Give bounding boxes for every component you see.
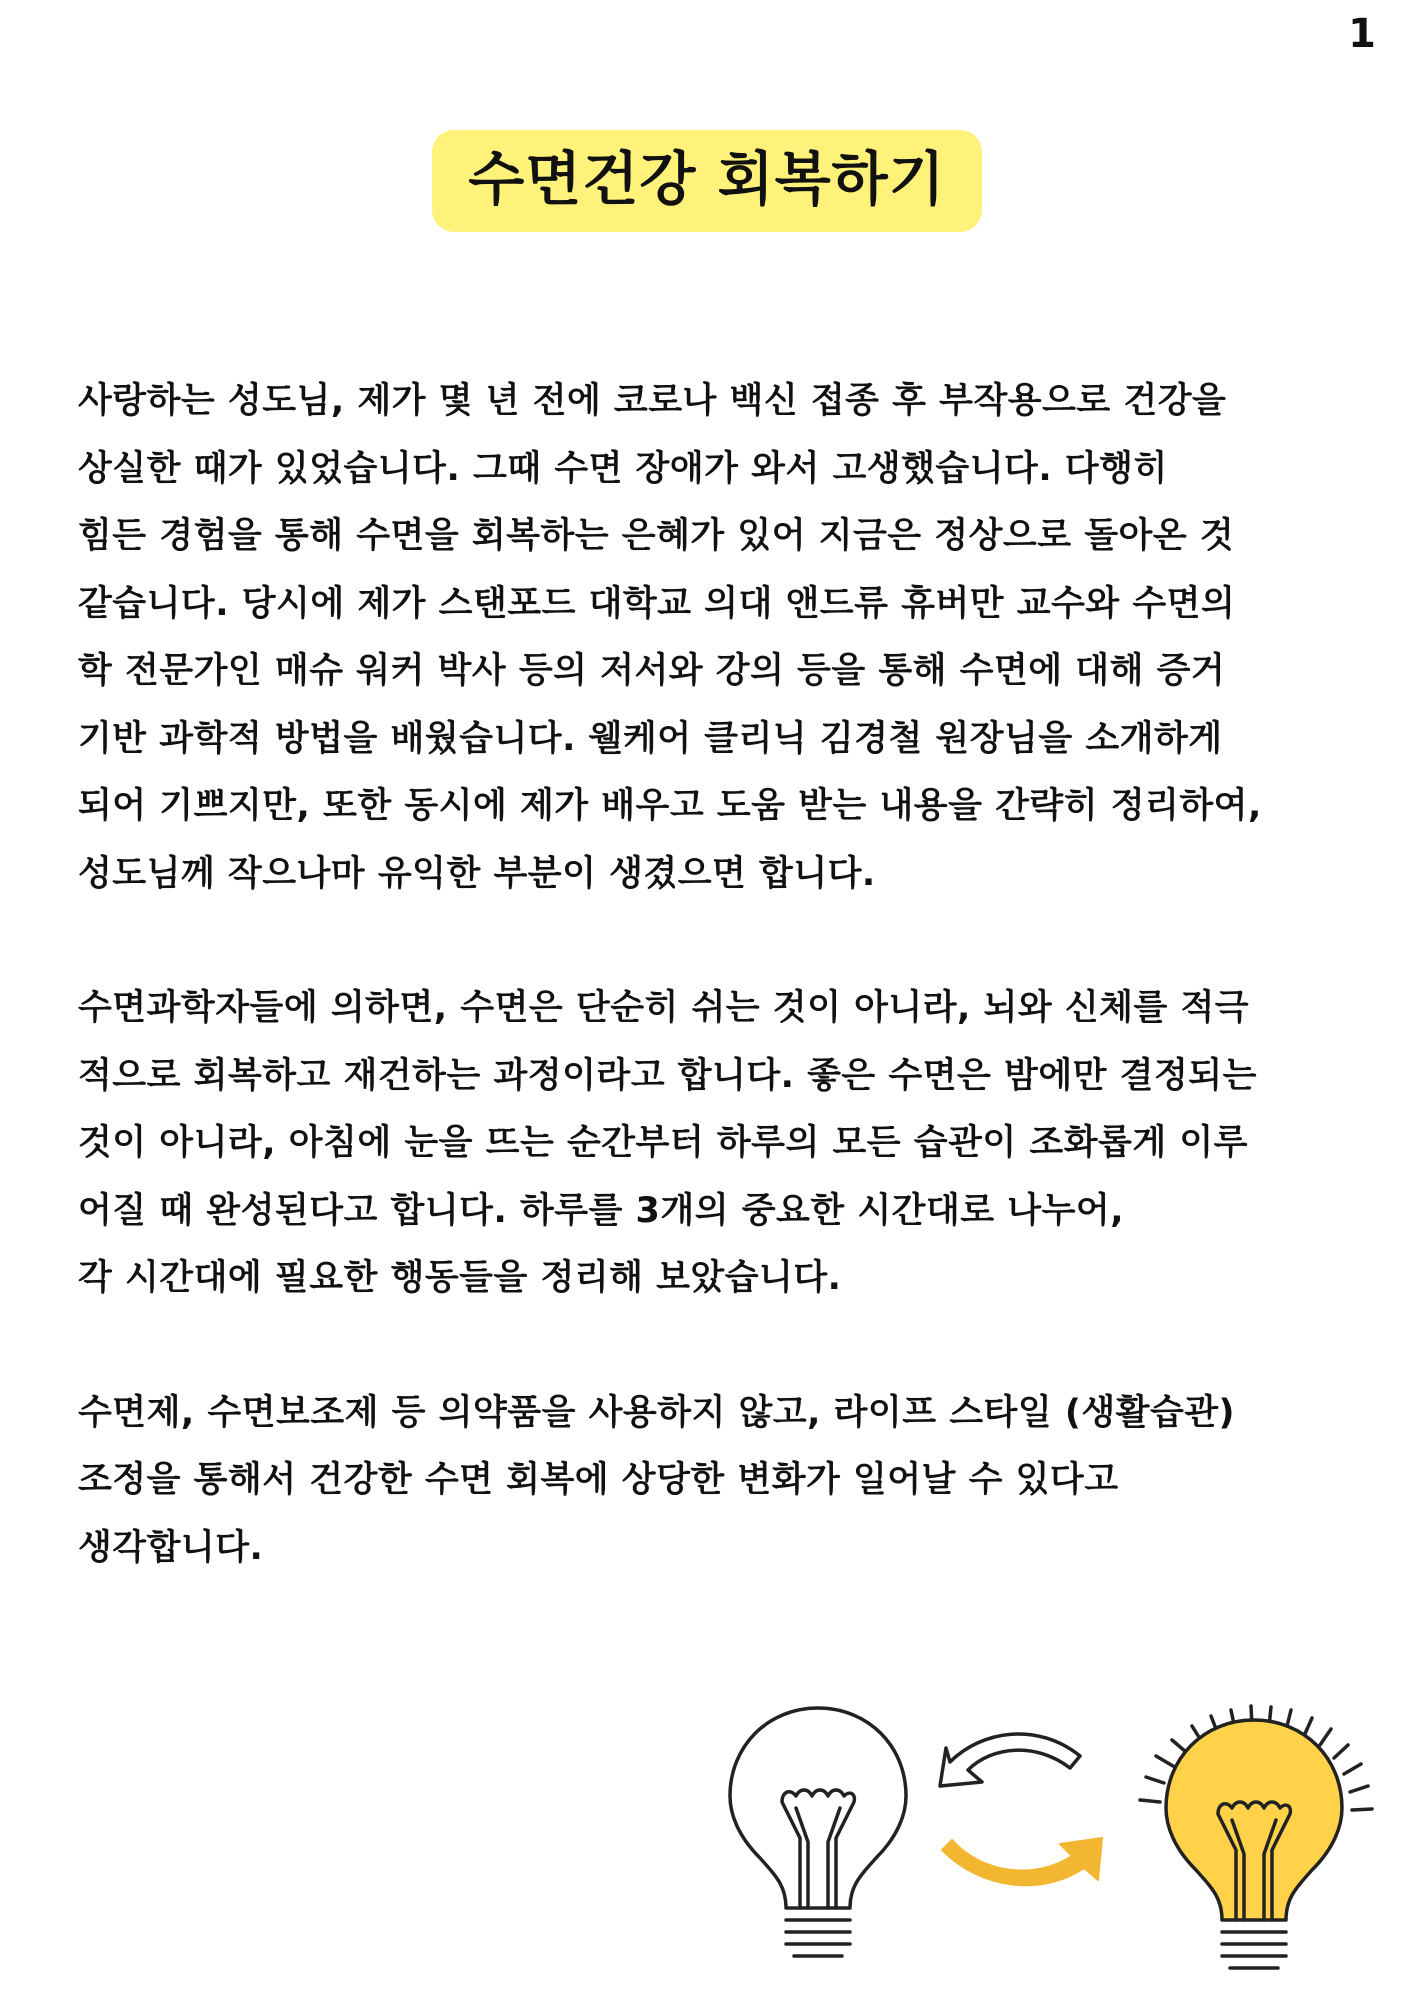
lightbulb-on-icon [1140, 1706, 1372, 1968]
paragraph-line: 생각합니다. [78, 1527, 264, 1568]
bulb-glass [730, 1708, 906, 1908]
paragraph-line: 학 전문가인 매슈 워커 박사 등의 저서와 강의 등을 통해 수면에 대해 증거 [78, 651, 1226, 691]
paragraph-line: 상실한 때가 있었습니다. 그때 수면 장애가 와서 고생했습니다. 다행히 [78, 448, 1168, 489]
arrow-left-curved-icon [940, 1734, 1080, 1786]
paragraph-line: 수면제, 수면보조제 등 의약품을 사용하지 않고, 라이프 스타일 (생활습관) [78, 1392, 1236, 1433]
paragraph-line: 조정을 통해서 건강한 수면 회복에 상당한 변화가 일어날 수 있다고 [78, 1460, 1119, 1500]
bulb-glass [1166, 1720, 1342, 1920]
paragraph-line: 되어 기쁘지만, 또한 동시에 제가 배우고 도움 받는 내용을 간략히 정리하여, [78, 786, 1262, 826]
paragraph-line: 기반 과학적 방법을 배웠습니다. 웰케어 클리닉 김경철 원장님을 소개하게 [78, 718, 1223, 759]
paragraph-1 [78, 368, 1358, 908]
paragraph-line: 각 시간대에 필요한 행동들을 정리해 보았습니다. [78, 1258, 842, 1298]
paragraph-line: 힘든 경험을 통해 수면을 회복하는 은혜가 있어 지금은 정상으로 돌아온 것 [78, 516, 1235, 556]
page-number: 1 [1348, 11, 1376, 57]
paragraph-3 [78, 1380, 1358, 1583]
body-text [78, 368, 1358, 1582]
lightbulb-illustration [720, 1690, 1400, 1990]
paragraph-line: 사랑하는 성도님, 제가 몇 년 전에 코로나 백신 접종 후 부작용으로 건강을 [78, 381, 1227, 421]
paragraph-line: 어질 때 완성된다고 합니다. 하루를 3개의 중요한 시간대로 나누어, [78, 1190, 1124, 1231]
paragraph-line: 같습니다. 당시에 제가 스탠포드 대학교 의대 앤드류 휴버만 교수와 수면의 [78, 583, 1236, 624]
paragraph-line: 성도님께 작으나마 유익한 부분이 생겼으면 합니다. [78, 853, 876, 894]
lightbulb-off-icon [730, 1708, 906, 1956]
paragraph-line: 수면과학자들에 의하면, 수면은 단순히 쉬는 것이 아니라, 뇌와 신체를 적극 [78, 988, 1250, 1028]
page-title: 수면건강 회복하기 [432, 130, 981, 232]
paragraph-line: 것이 아니라, 아침에 눈을 뜨는 순간부터 하루의 모든 습관이 조화롭게 이루 [78, 1123, 1248, 1163]
paragraph-line: 적으로 회복하고 재건하는 과정이라고 합니다. 좋은 수면은 밤에만 결정되는 [78, 1055, 1257, 1096]
arrow-right-curved-icon [942, 1838, 1102, 1885]
paragraph-2 [78, 975, 1358, 1313]
title-container [0, 130, 1414, 232]
